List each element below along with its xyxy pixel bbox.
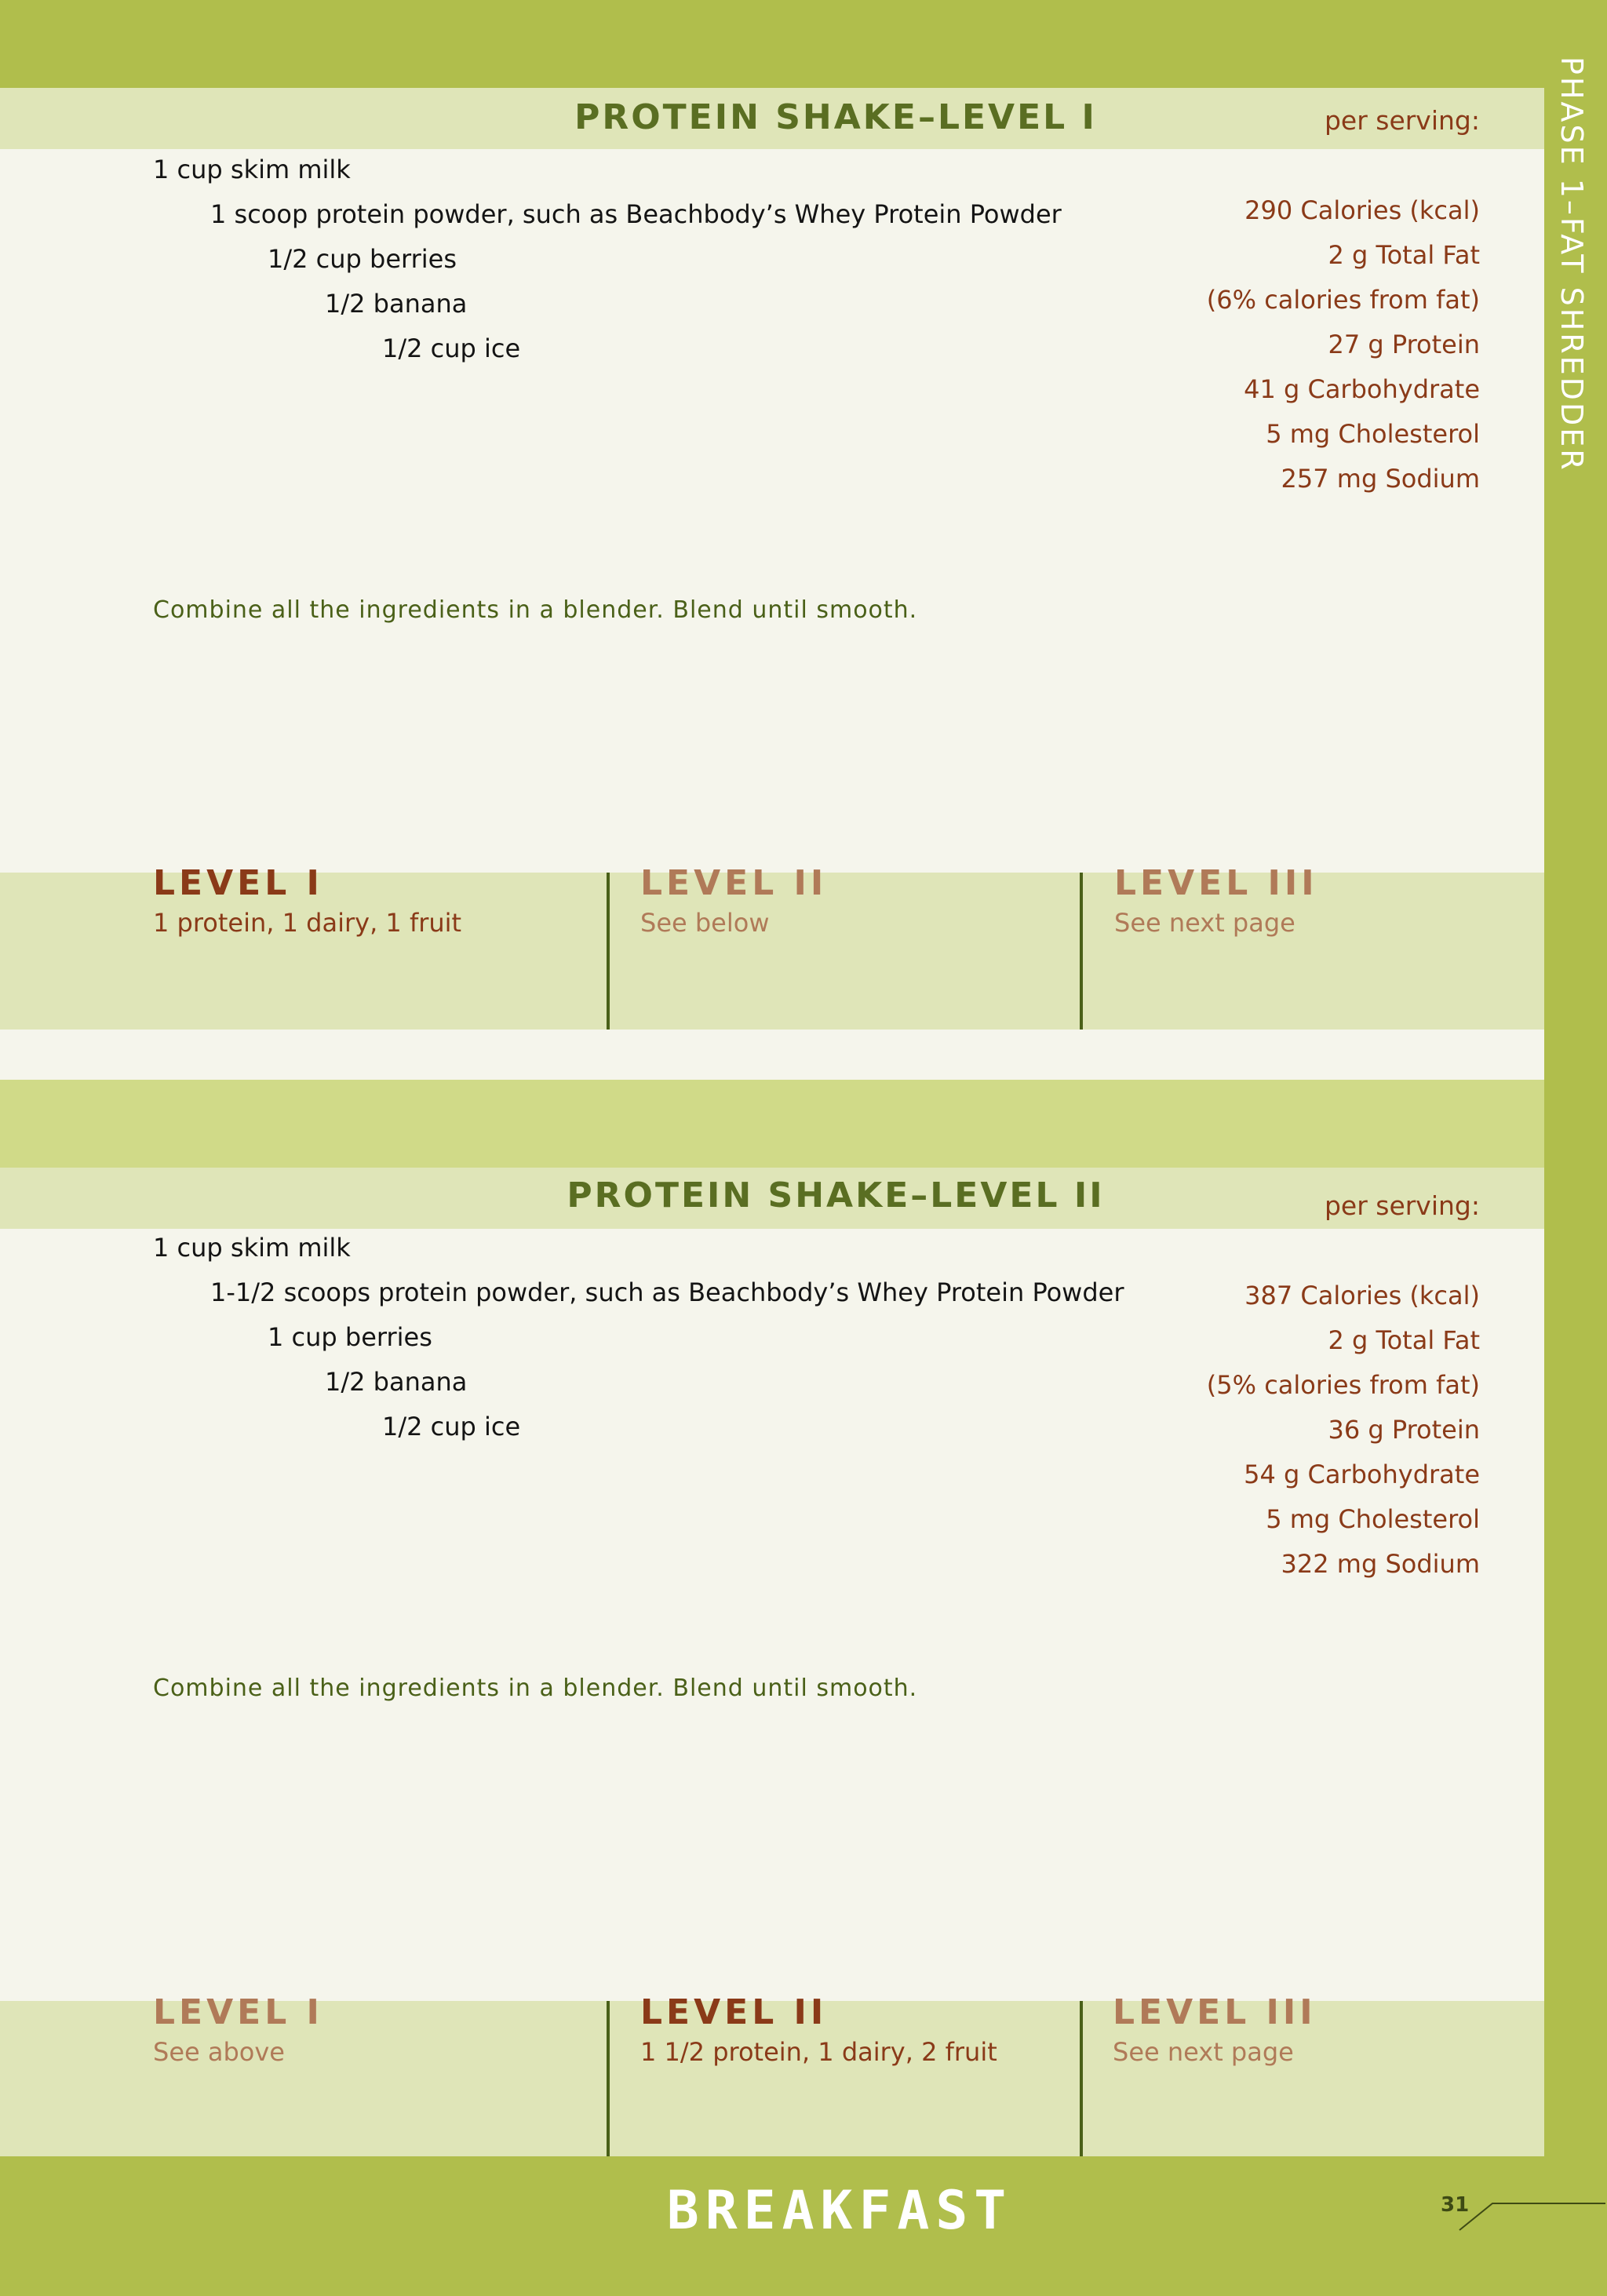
recipe-2-ingredient: 1 cup skim milk [153,1233,351,1263]
recipe-1-instructions: Combine all the ingredients in a blender. Blend until smooth. [153,596,918,624]
recipe-2-level-3-name: LEVEL III [1113,1992,1317,2032]
recipe-1-per-serving: per serving: [1324,105,1480,136]
page-number-line [1458,2202,1607,2233]
page-number: 31 [1441,2193,1470,2217]
recipe-1-title: PROTEIN SHAKE–LEVEL I [574,97,1097,137]
recipe-1-nutrition: 41 g Carbohydrate [1244,374,1480,404]
recipe-2-level-1-name: LEVEL I [153,1992,323,2032]
recipe-1-level-2-name: LEVEL II [640,863,828,903]
recipe-2-title: PROTEIN SHAKE–LEVEL II [567,1175,1105,1215]
recipe-2-level-3-desc: See next page [1113,2037,1294,2067]
recipe-2-level-1-desc: See above [153,2037,285,2067]
separator-band [0,1080,1544,1168]
recipe-2-nutrition: 2 g Total Fat [1328,1325,1480,1355]
spacer-strip [0,1030,1544,1080]
recipe-1-nutrition: 2 g Total Fat [1328,240,1480,270]
recipe-1-nutrition: 5 mg Cholesterol [1266,419,1480,449]
recipe-1-level-3-name: LEVEL III [1114,863,1318,903]
recipe-2-ingredient: 1 cup berries [268,1322,432,1352]
recipe-2-ingredient: 1-1/2 scoops protein powder, such as Beachbody’s Whey Protein Powder [210,1277,1124,1307]
recipe-1-ingredient: 1 scoop protein powder, such as Beachbody’s Whey Protein Powder [210,199,1062,229]
recipe-1-nutrition: 27 g Protein [1328,330,1480,359]
sidebar-phase-label: PHASE 1–FAT SHREDDER [1554,56,1589,472]
recipe-2-nutrition: 387 Calories (kcal) [1244,1281,1480,1310]
recipe-2-level-2-name: LEVEL II [640,1992,828,2032]
recipe-2-per-serving: per serving: [1324,1190,1480,1221]
footer-section-title: BREAKFAST [666,2180,1013,2242]
recipe-1-nutrition: 290 Calories (kcal) [1244,195,1480,225]
recipe-1-level-1-desc: 1 protein, 1 dairy, 1 fruit [153,908,462,938]
recipe-1-ingredient: 1/2 banana [325,289,468,319]
recipe-2-ingredient: 1/2 cup ice [382,1412,521,1441]
recipe-1-level-3-desc: See next page [1114,908,1295,938]
recipe-2-level-divider [607,2001,610,2156]
recipe-1-ingredient: 1 cup skim milk [153,155,351,184]
recipe-2-nutrition: 54 g Carbohydrate [1244,1460,1480,1489]
recipe-1-level-divider [607,873,610,1030]
recipe-2-nutrition: 322 mg Sodium [1281,1549,1480,1579]
recipe-1-nutrition: 257 mg Sodium [1281,464,1480,494]
recipe-2-nutrition: 5 mg Cholesterol [1266,1504,1480,1534]
recipe-1-nutrition: (6% calories from fat) [1206,285,1480,315]
recipe-2-nutrition: (5% calories from fat) [1206,1370,1480,1400]
recipe-2-ingredient: 1/2 banana [325,1367,468,1397]
recipe-2-instructions: Combine all the ingredients in a blender. Blend until smooth. [153,1675,918,1702]
recipe-2-nutrition: 36 g Protein [1328,1415,1480,1445]
recipe-1-level-2-desc: See below [640,908,770,938]
recipe-1-ingredient: 1/2 cup berries [268,244,457,274]
recipe-2-level-divider [1080,2001,1083,2156]
recipe-1-level-divider [1080,873,1083,1030]
recipe-2-level-2-desc: 1 1/2 protein, 1 dairy, 2 fruit [640,2037,997,2067]
recipe-1-level-1-name: LEVEL I [153,863,323,903]
recipe-1-ingredient: 1/2 cup ice [382,333,521,363]
